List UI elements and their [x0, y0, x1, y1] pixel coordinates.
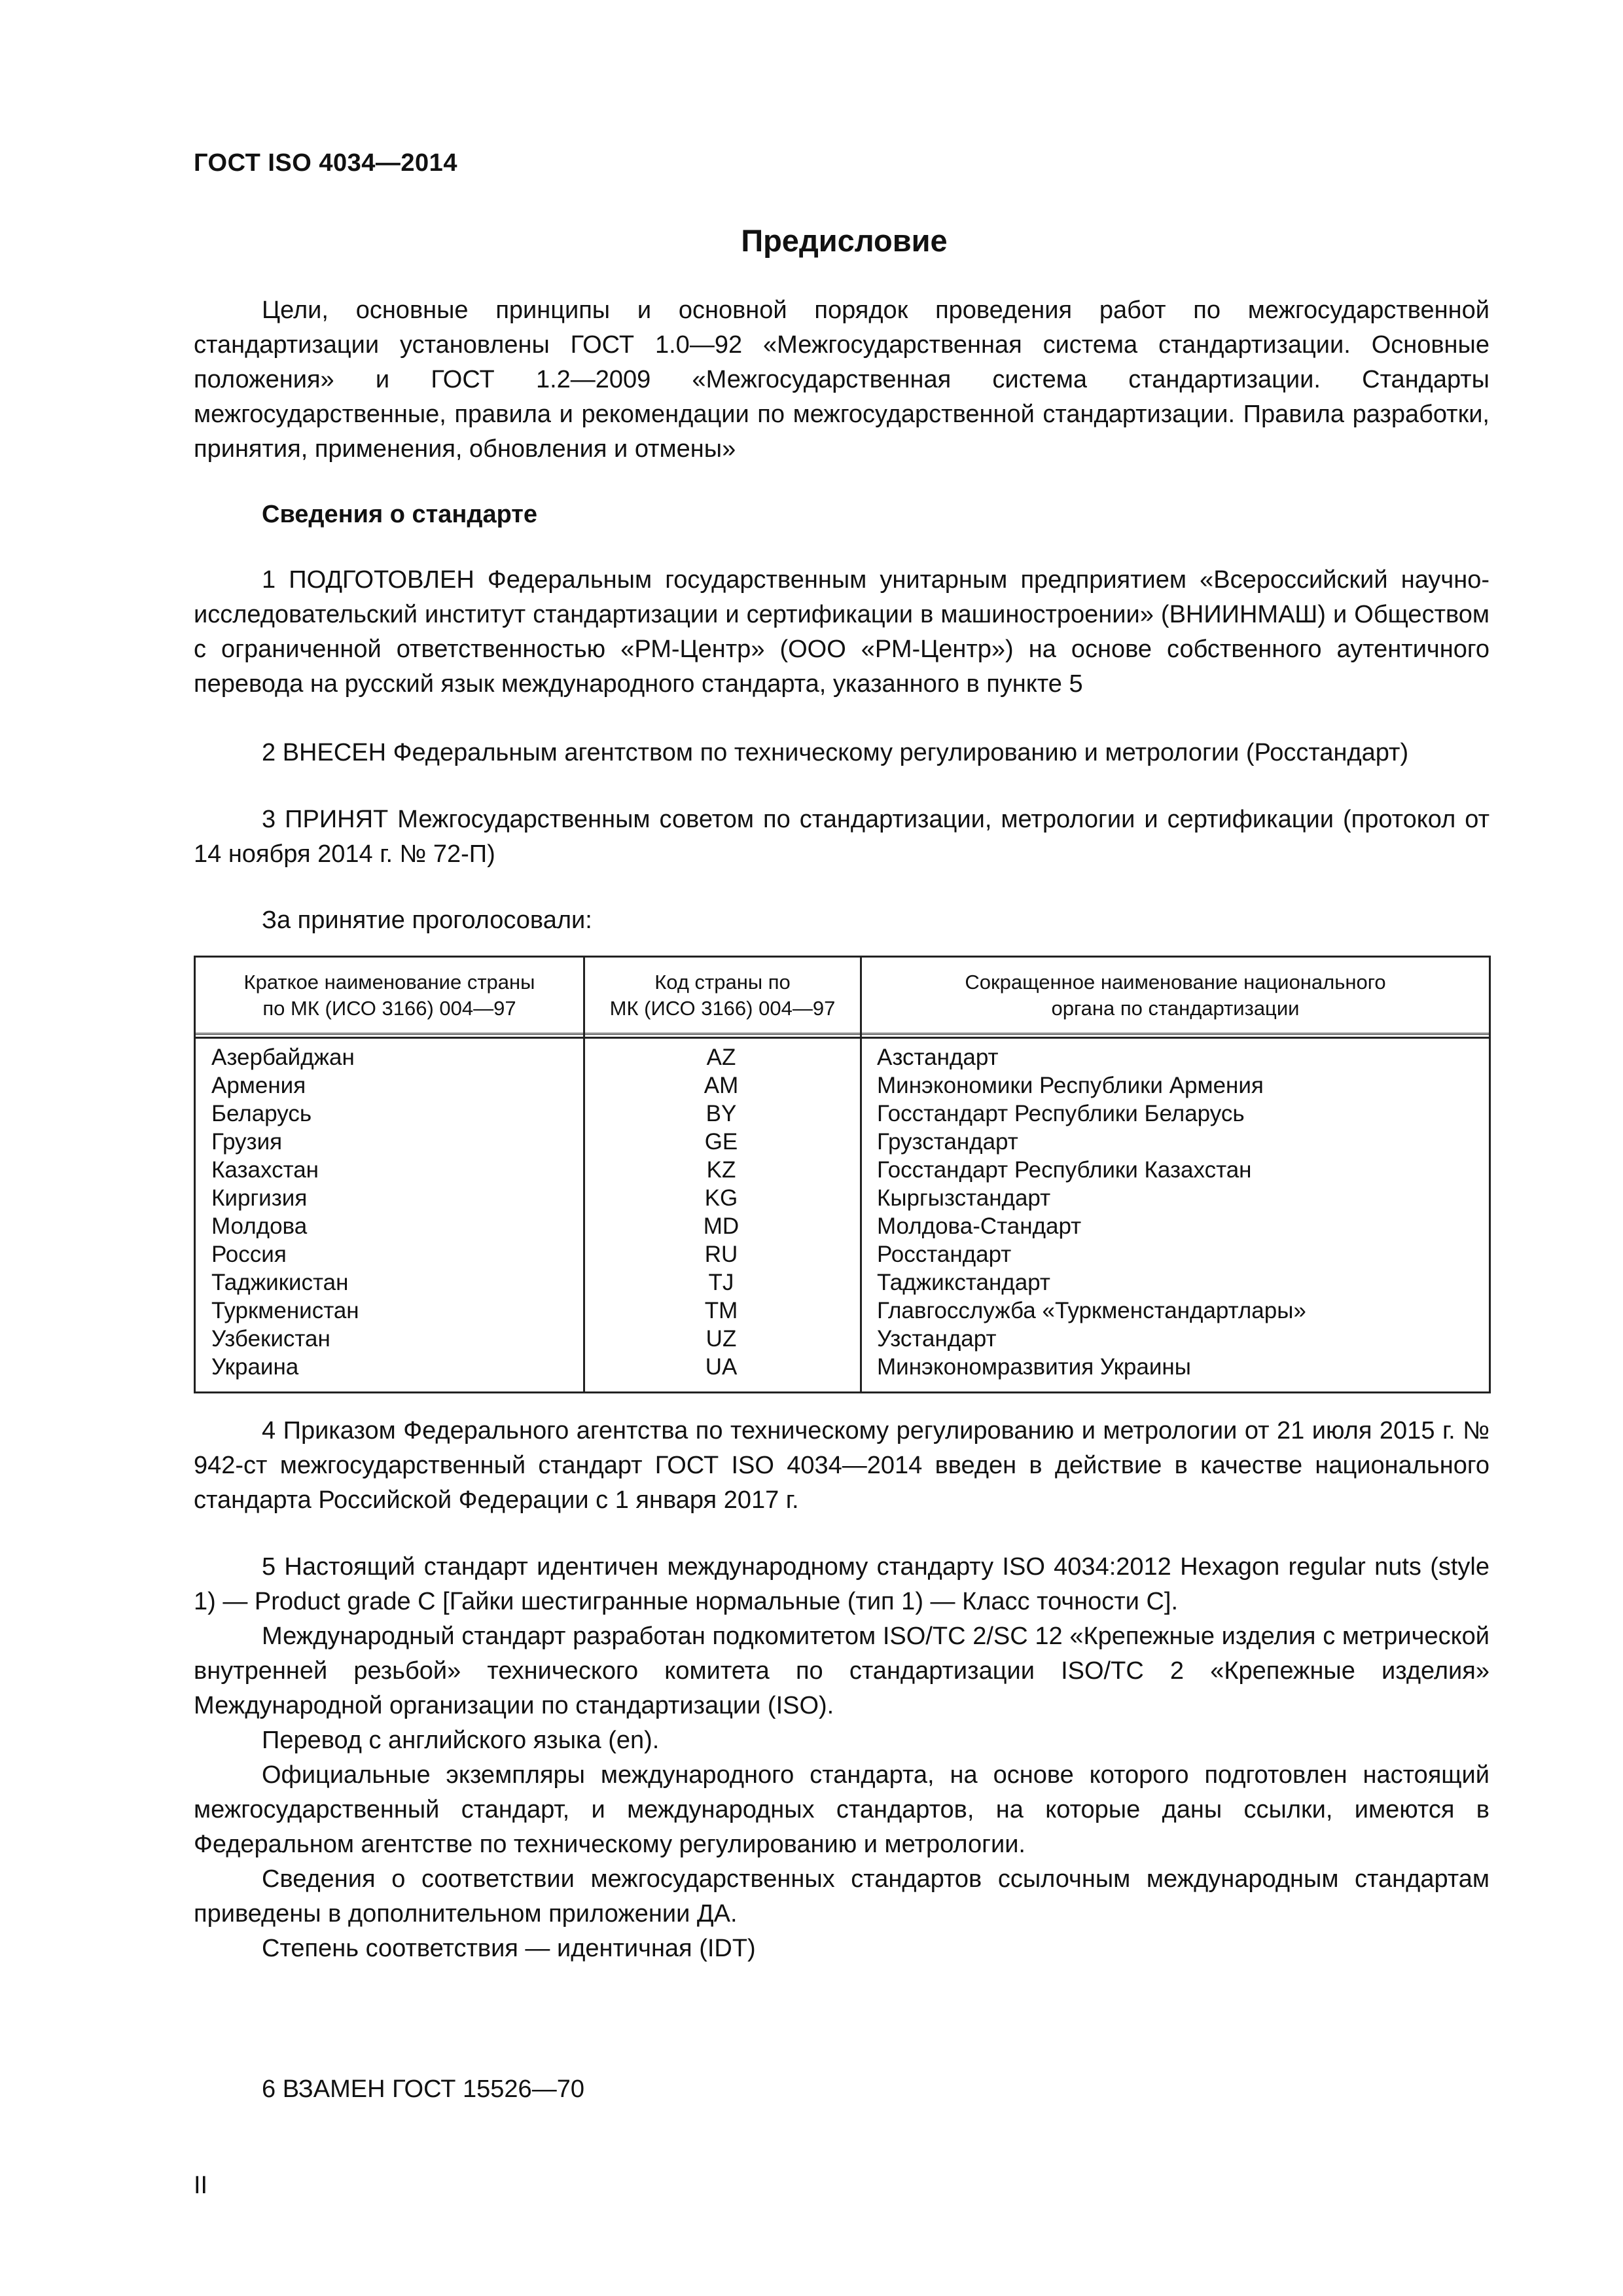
table-cell-code: TJ [708, 1270, 734, 1295]
table-cell-country: Россия [211, 1242, 287, 1267]
intro-section [194, 293, 1489, 467]
table-cell-country: Азербайджан [211, 1045, 355, 1070]
page-title: Предисловие [741, 223, 948, 258]
table-cell-body: Минэкономразвития Украины [877, 1354, 1191, 1380]
item-3-paragraph: 3 ПРИНЯТ Межгосударственным советом по стандартизации, метрологии и сертификации (протокол от 14 ноября 2014 г. № 72-П) [194, 806, 1489, 868]
item-1-paragraph: 1 ПОДГОТОВЛЕН Федеральным государственным унитарным предприятием «Всероссийский научно-исследовательский институт стандартизации и сертификации в машиностроении» (ВНИИНМАШ) и Обществом с ограниченной ответственностью «РМ-Центр» (ООО «РМ-Центр») на основе собственного аутентичного перевода на русский язык международного стандарта, указанного в пункте 5 [194, 566, 1489, 698]
table-cell-code: AZ [706, 1045, 736, 1070]
table-cell-country: Казахстан [211, 1157, 319, 1183]
item-2-section [194, 736, 1489, 770]
table-row [196, 1071, 1489, 1100]
table-cell-code: UZ [705, 1326, 737, 1352]
item-5-paragraph: 5 Настоящий стандарт идентичен международному стандарту ISO 4034:2012 Hexagon regular nuts (style 1) — Product grade C [Гайки шестигранные нормальные (тип 1) — Класс точности C]. [194, 1553, 1489, 1615]
item-5-section [194, 1550, 1489, 1966]
table-cell-body: Госстандарт Республики Беларусь [877, 1101, 1245, 1126]
table-cell-code: GE [704, 1129, 738, 1155]
table-header-body-line-2: органа по стандартизации [1051, 997, 1300, 1020]
table-cell-country: Узбекистан [211, 1326, 330, 1352]
table-row [196, 1325, 1489, 1353]
table-cell-country: Грузия [211, 1129, 283, 1155]
voted-section [194, 903, 1489, 938]
item-3-section [194, 802, 1489, 872]
item-5-conformity-info: Сведения о соответствии межгосударственных стандартов ссылочным международным стандартам приведены в дополнительном приложении ДА. [194, 1865, 1489, 1928]
table-row [196, 1128, 1489, 1156]
voting-table [194, 956, 1491, 1393]
table-cell-code: UA [705, 1354, 738, 1380]
table-row [196, 1297, 1489, 1325]
table-cell-body: Госстандарт Республики Казахстан [877, 1157, 1252, 1183]
intro-paragraph: Цели, основные принципы и основной порядок проведения работ по межгосударственной стандартизации установлены ГОСТ 1.0—92 «Межгосударственная система стандартизации. Основные положения» и ГОСТ 1.2—2009 «Межгосударственная система стандартизации. Стандарты межгосударственные, правила и рекомендации по межгосударственной стандартизации. Правила разработки, принятия, применения, обновления и отмены» [194, 296, 1489, 463]
table-cell-body: Главгосслужба «Туркменстандартлары» [877, 1298, 1306, 1323]
table-header-country [196, 969, 583, 1022]
item-6-section [194, 2072, 1489, 2107]
table-cell-country: Таджикистан [211, 1270, 349, 1295]
table-cell-country: Армения [211, 1073, 306, 1098]
info-heading: Сведения о стандарте [262, 501, 538, 528]
table-cell-body: Росстандарт [877, 1242, 1012, 1267]
document-code: ГОСТ ISO 4034—2014 [194, 149, 457, 177]
item-5-degree: Степень соответствия — идентичная (IDT) [262, 1935, 756, 1962]
table-row [196, 1043, 1489, 1071]
table-cell-code: TM [704, 1298, 738, 1323]
table-cell-country: Украина [211, 1354, 299, 1380]
item-6-paragraph: 6 ВЗАМЕН ГОСТ 15526—70 [262, 2075, 584, 2103]
table-cell-country: Туркменистан [211, 1298, 359, 1323]
table-cell-body: Грузстандарт [877, 1129, 1018, 1155]
table-row [196, 1240, 1489, 1268]
table-cell-body: Узстандарт [877, 1326, 997, 1352]
item-4-paragraph: 4 Приказом Федерального агентства по техническому регулированию и метрологии от 21 июля 2015 г. № 942-ст межгосударственный стандарт ГОСТ ISO 4034—2014 введен в действие в качестве национального стандарта Российской Федерации с 1 января 2017 г. [194, 1417, 1489, 1514]
table-header [196, 958, 1489, 1035]
table-row [196, 1156, 1489, 1184]
item-1-section [194, 563, 1489, 702]
table-cell-code: KG [704, 1185, 738, 1211]
table-cell-body: Таджикстандарт [877, 1270, 1050, 1295]
table-header-body [862, 969, 1489, 1022]
item-2-paragraph: 2 ВНЕСЕН Федеральным агентством по техническому регулированию и метрологии (Росстандарт) [262, 739, 1409, 766]
voted-label: За принятие проголосовали: [262, 906, 592, 934]
page-number: II [194, 2172, 208, 2199]
table-cell-body: Минэкономики Республики Армения [877, 1073, 1264, 1098]
item-5-translation: Перевод с английского языка (en). [262, 1727, 660, 1754]
item-5-official: Официальные экземпляры международного стандарта, на основе которого подготовлен настоящий межгосударственный стандарт, и международных стандартов, на которые даны ссылки, имеются в Федеральном агентстве по техническому регулированию и метрологии. [194, 1761, 1489, 1858]
item-5-developed: Международный стандарт разработан подкомитетом ISO/TC 2/SC 12 «Крепежные изделия с метрической внутренней резьбой» технического комитета по стандартизации ISO/TC 2 «Крепежные изделия» Международной организации по стандартизации (ISO). [194, 1623, 1489, 1719]
table-cell-code: MD [703, 1213, 740, 1239]
table-row [196, 1100, 1489, 1128]
table-header-code-line-2: МК (ИСО 3166) 004—97 [609, 997, 836, 1020]
table-row [196, 1184, 1489, 1212]
table-header-body-line-1: Сокращенное наименование национального [965, 971, 1386, 994]
table-header-code [585, 969, 860, 1022]
table-cell-country: Беларусь [211, 1101, 312, 1126]
table-row [196, 1212, 1489, 1240]
table-cell-code: AM [704, 1073, 739, 1098]
table-row [196, 1353, 1489, 1381]
table-cell-country: Молдова [211, 1213, 308, 1239]
table-header-code-line-1: Код страны по [654, 971, 791, 994]
table-cell-body: Кыргызстандарт [877, 1185, 1051, 1211]
table-cell-body: Молдова-Стандарт [877, 1213, 1082, 1239]
table-header-country-line-1: Краткое наименование страны [243, 971, 535, 994]
table-row [196, 1268, 1489, 1297]
table-cell-code: RU [704, 1242, 738, 1267]
table-cell-country: Киргизия [211, 1185, 308, 1211]
table-cell-code: BY [705, 1101, 737, 1126]
table-header-country-line-2: по МК (ИСО 3166) 004—97 [262, 997, 516, 1020]
table-cell-code: KZ [706, 1157, 736, 1183]
table-cell-body: Азстандарт [877, 1045, 999, 1070]
item-4-section [194, 1414, 1489, 1518]
